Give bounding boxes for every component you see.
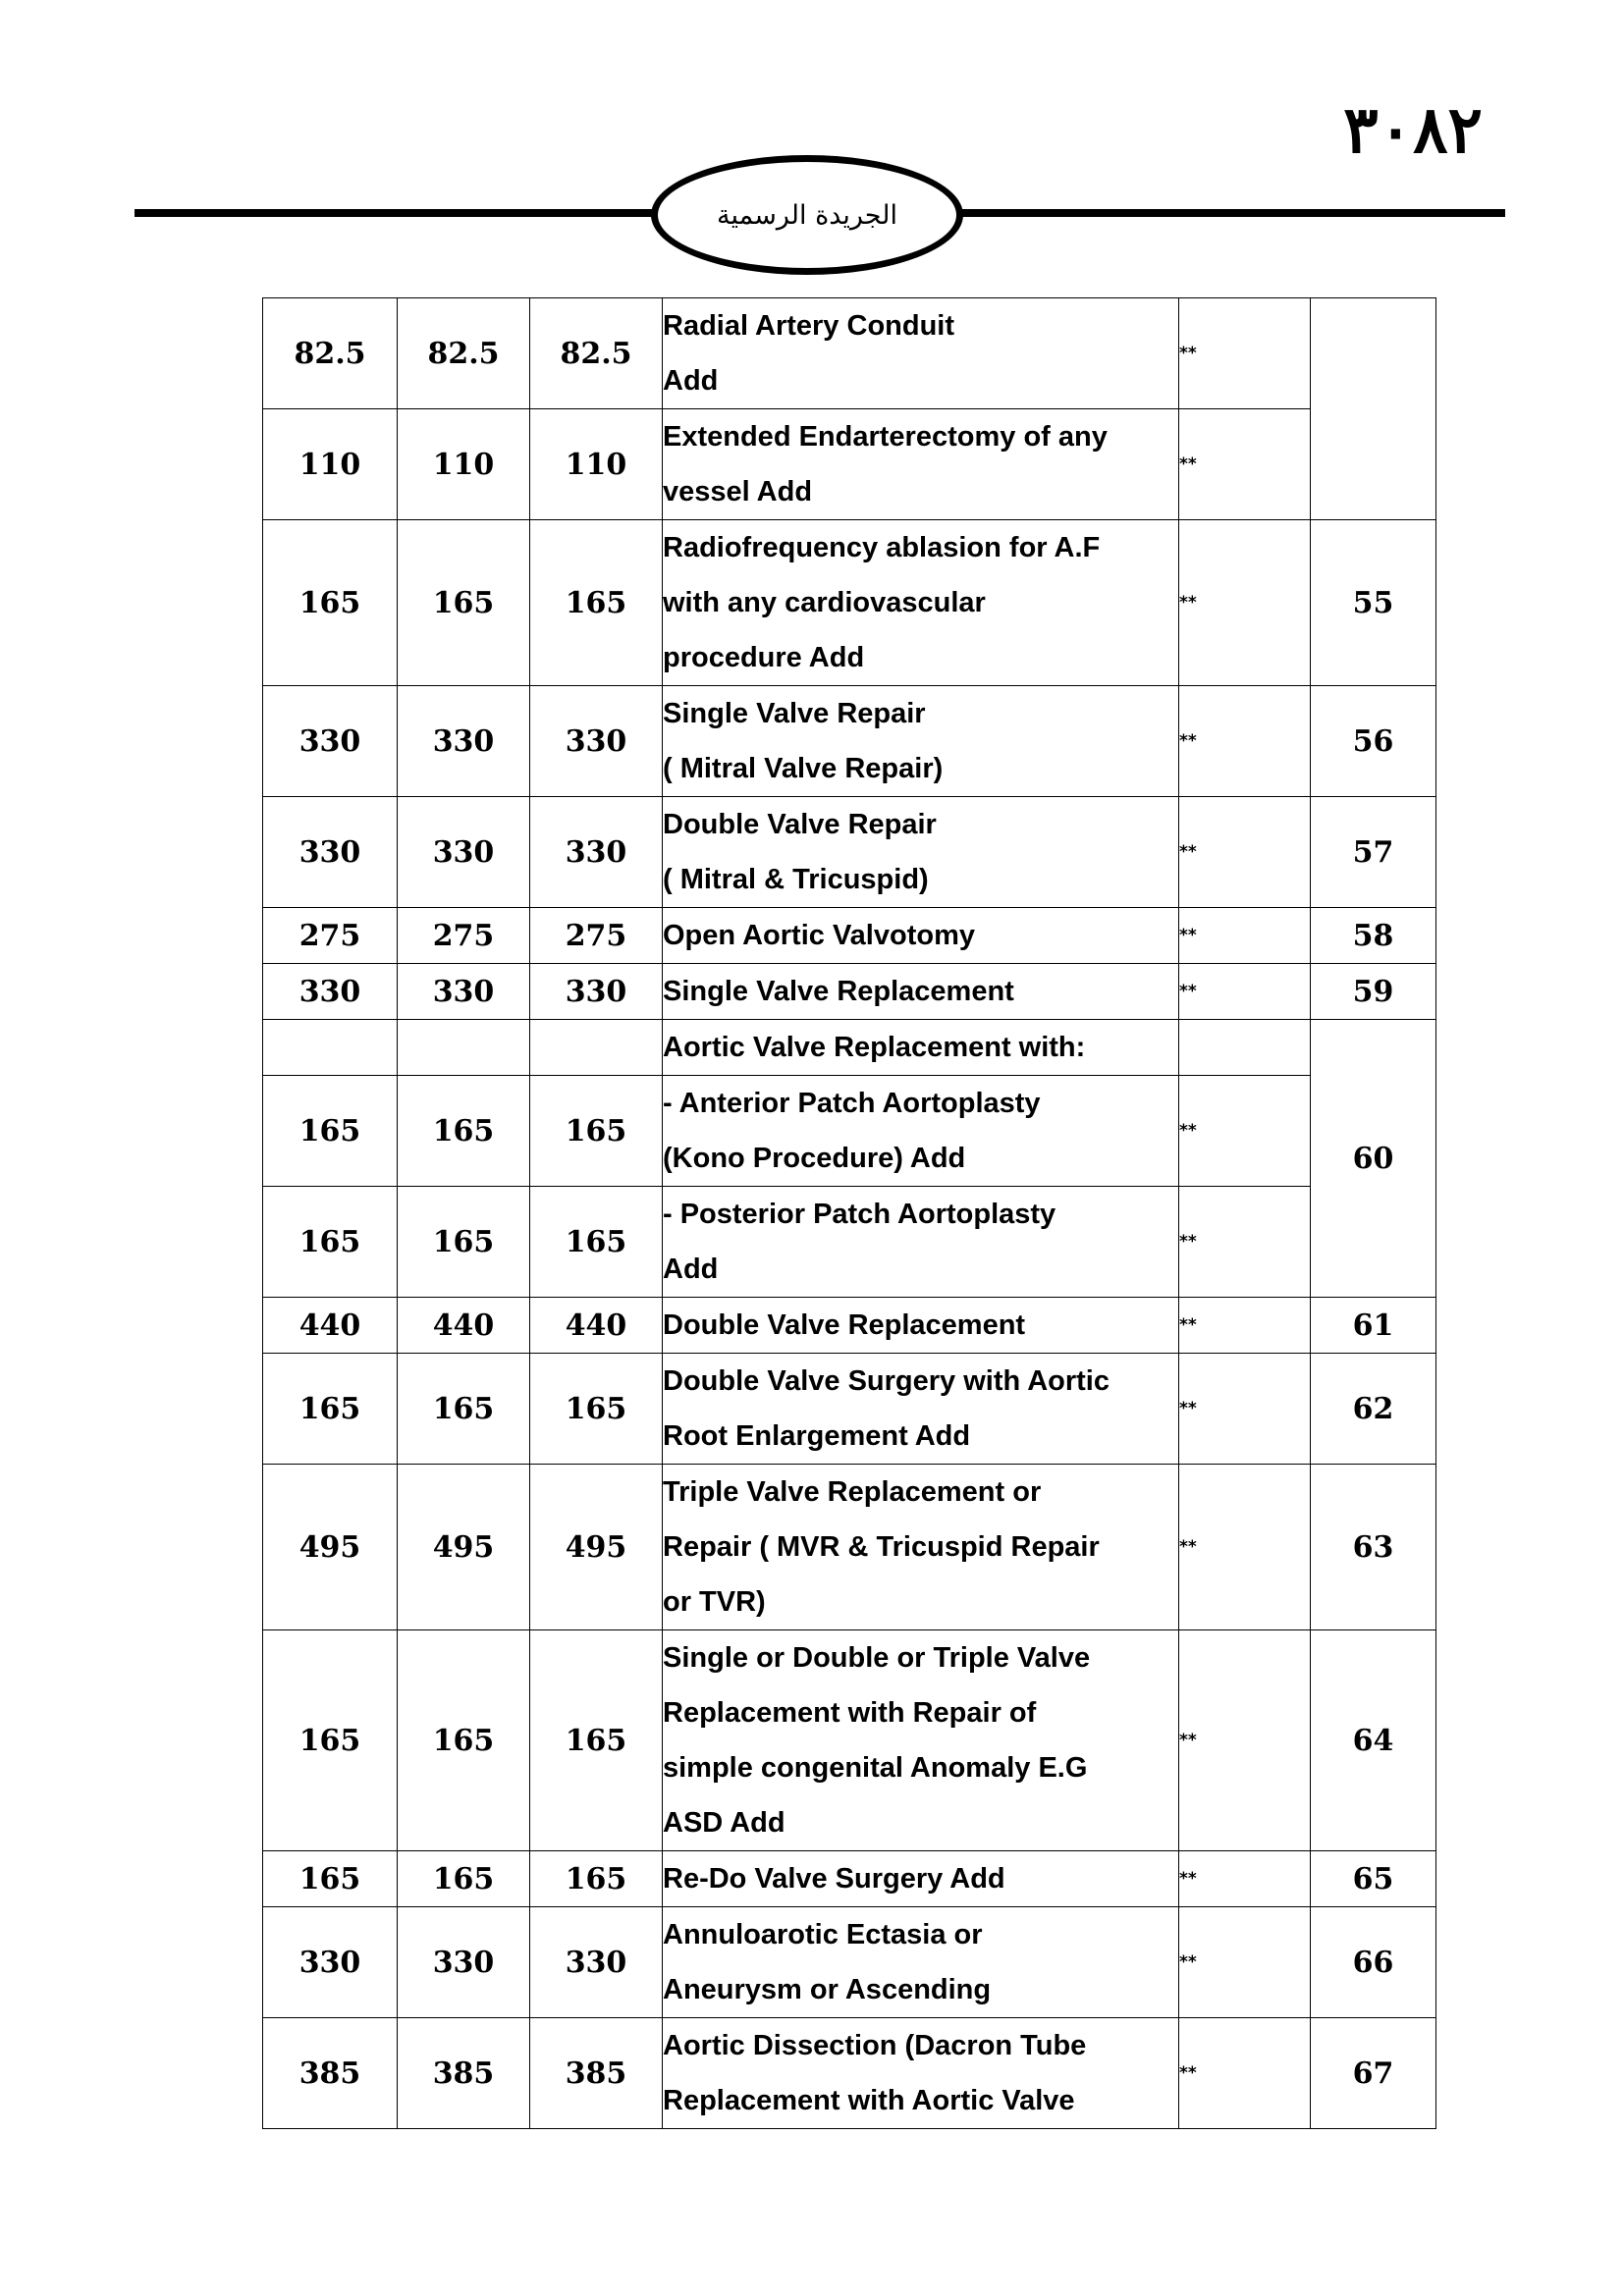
- page-number: ٣٠٨٢: [1343, 91, 1483, 168]
- procedure-code: 58: [1311, 908, 1436, 964]
- fee-table-body: [263, 298, 1436, 2129]
- description-line: Double Valve Surgery with Aortic: [663, 1365, 1110, 1397]
- procedure-description: [663, 1907, 1179, 2018]
- fee-cell-3: 495: [530, 1465, 663, 1630]
- description-line: Single or Double or Triple Valve: [663, 1642, 1091, 1674]
- description-line: - Posterior Patch Aortoplasty: [663, 1199, 1056, 1230]
- procedure-code: 61: [1311, 1298, 1436, 1354]
- description-line: Repair ( MVR & Tricuspid Repair: [663, 1531, 1100, 1563]
- fee-cell-3: 82.5: [530, 298, 663, 409]
- fee-cell-1: 165: [263, 1630, 398, 1851]
- fee-cell-3: 165: [530, 1187, 663, 1298]
- fee-cell-3: 440: [530, 1298, 663, 1354]
- fee-cell-3: 110: [530, 409, 663, 520]
- fee-cell-3: 330: [530, 797, 663, 908]
- fee-cell-1: 330: [263, 1907, 398, 2018]
- description-line: simple congenital Anomaly E.G: [663, 1752, 1088, 1784]
- fee-cell-1: 165: [263, 1076, 398, 1187]
- procedure-code: [1311, 298, 1436, 520]
- procedure-code: 64: [1311, 1630, 1436, 1851]
- fee-cell-3: 275: [530, 908, 663, 964]
- fee-cell-2: 165: [398, 1630, 530, 1851]
- description-line: Extended Endarterectomy of any: [663, 421, 1108, 453]
- fee-cell-2: [398, 1020, 530, 1076]
- procedure-description: [663, 686, 1179, 797]
- description-line: Re-Do Valve Surgery Add: [663, 1863, 1005, 1895]
- fee-cell-1: 440: [263, 1298, 398, 1354]
- table-row: [263, 1076, 1436, 1187]
- fee-cell-1: 165: [263, 1851, 398, 1907]
- fee-cell-3: 165: [530, 1354, 663, 1465]
- table-row: [263, 2018, 1436, 2129]
- description-line: Root Enlargement Add: [663, 1420, 971, 1452]
- fee-cell-1: [263, 1020, 398, 1076]
- fee-cell-1: 385: [263, 2018, 398, 2129]
- fee-cell-1: 330: [263, 964, 398, 1020]
- table-row: [263, 298, 1436, 409]
- table-row: [263, 964, 1436, 1020]
- procedure-code: 57: [1311, 797, 1436, 908]
- table-row: [263, 409, 1436, 520]
- mark-cell: **: [1179, 1354, 1311, 1465]
- description-line: Add: [663, 365, 719, 397]
- procedure-description: [663, 1076, 1179, 1187]
- mark-cell: **: [1179, 908, 1311, 964]
- table-row: [263, 1187, 1436, 1298]
- table-row: [263, 1298, 1436, 1354]
- description-line: Single Valve Replacement: [663, 976, 1014, 1007]
- fee-cell-2: 330: [398, 1907, 530, 2018]
- fee-cell-2: 385: [398, 2018, 530, 2129]
- description-line: Annuloarotic Ectasia or: [663, 1919, 983, 1950]
- fee-cell-3: 165: [530, 1630, 663, 1851]
- fee-cell-2: 110: [398, 409, 530, 520]
- description-line: ASD Add: [663, 1807, 785, 1839]
- fee-cell-2: 165: [398, 1187, 530, 1298]
- description-line: or TVR): [663, 1586, 766, 1618]
- table-row: [263, 908, 1436, 964]
- description-line: ( Mitral & Tricuspid): [663, 864, 929, 895]
- mark-cell: **: [1179, 1076, 1311, 1187]
- procedure-code: 60: [1311, 1020, 1436, 1298]
- table-row: [263, 797, 1436, 908]
- description-line: procedure Add: [663, 642, 865, 673]
- table-row: [263, 1465, 1436, 1630]
- mark-cell: **: [1179, 1630, 1311, 1851]
- procedure-description: [663, 298, 1179, 409]
- fee-cell-2: 440: [398, 1298, 530, 1354]
- description-line: Triple Valve Replacement or: [663, 1476, 1042, 1508]
- procedure-description: [663, 1298, 1179, 1354]
- mark-cell: **: [1179, 964, 1311, 1020]
- table-row: [263, 1630, 1436, 1851]
- mark-cell: **: [1179, 298, 1311, 409]
- mark-cell: **: [1179, 1298, 1311, 1354]
- fee-cell-1: 275: [263, 908, 398, 964]
- mark-cell: [1179, 1020, 1311, 1076]
- procedure-code: 55: [1311, 520, 1436, 686]
- procedure-code: 62: [1311, 1354, 1436, 1465]
- procedure-description: [663, 2018, 1179, 2129]
- fee-cell-1: 82.5: [263, 298, 398, 409]
- fee-cell-1: 330: [263, 686, 398, 797]
- procedure-code: 65: [1311, 1851, 1436, 1907]
- description-line: Add: [663, 1254, 719, 1285]
- fee-cell-2: 165: [398, 1076, 530, 1187]
- procedure-description: [663, 520, 1179, 686]
- fee-cell-2: 165: [398, 520, 530, 686]
- mark-cell: **: [1179, 1907, 1311, 2018]
- description-line: vessel Add: [663, 476, 813, 507]
- fee-cell-1: 495: [263, 1465, 398, 1630]
- mark-cell: **: [1179, 520, 1311, 686]
- procedure-description: [663, 1187, 1179, 1298]
- fee-cell-3: 165: [530, 520, 663, 686]
- fee-cell-2: 495: [398, 1465, 530, 1630]
- description-line: ( Mitral Valve Repair): [663, 753, 944, 784]
- table-row: [263, 1851, 1436, 1907]
- description-line: Open Aortic Valvotomy: [663, 920, 975, 951]
- mark-cell: **: [1179, 686, 1311, 797]
- mark-cell: **: [1179, 797, 1311, 908]
- mark-cell: **: [1179, 1851, 1311, 1907]
- fee-cell-1: 165: [263, 1187, 398, 1298]
- mark-cell: **: [1179, 409, 1311, 520]
- mark-cell: **: [1179, 1465, 1311, 1630]
- procedure-code: 63: [1311, 1465, 1436, 1630]
- fee-cell-2: 82.5: [398, 298, 530, 409]
- procedure-description: [663, 409, 1179, 520]
- procedure-code: 67: [1311, 2018, 1436, 2129]
- description-line: Single Valve Repair: [663, 698, 926, 729]
- description-line: Replacement with Repair of: [663, 1697, 1037, 1729]
- fee-cell-2: 330: [398, 964, 530, 1020]
- description-line: Double Valve Repair: [663, 809, 937, 840]
- description-line: (Kono Procedure) Add: [663, 1143, 966, 1174]
- fee-cell-2: 330: [398, 797, 530, 908]
- procedure-description: [663, 1851, 1179, 1907]
- fee-cell-3: [530, 1020, 663, 1076]
- description-line: Radial Artery Conduit: [663, 310, 955, 342]
- procedure-description: [663, 797, 1179, 908]
- procedure-description: [663, 1354, 1179, 1465]
- procedure-code: 59: [1311, 964, 1436, 1020]
- fee-cell-3: 330: [530, 1907, 663, 2018]
- fee-cell-2: 275: [398, 908, 530, 964]
- procedure-code: 56: [1311, 686, 1436, 797]
- table-row: [263, 1354, 1436, 1465]
- procedure-code: 66: [1311, 1907, 1436, 2018]
- fee-cell-3: 330: [530, 686, 663, 797]
- fee-cell-3: 165: [530, 1851, 663, 1907]
- description-line: Double Valve Replacement: [663, 1309, 1026, 1341]
- fee-cell-3: 330: [530, 964, 663, 1020]
- fee-cell-1: 330: [263, 797, 398, 908]
- procedure-description: [663, 1630, 1179, 1851]
- fee-cell-3: 385: [530, 2018, 663, 2129]
- table-row: [263, 1907, 1436, 2018]
- mark-cell: **: [1179, 2018, 1311, 2129]
- mark-cell: **: [1179, 1187, 1311, 1298]
- description-line: - Anterior Patch Aortoplasty: [663, 1088, 1041, 1119]
- description-line: with any cardiovascular: [663, 587, 986, 618]
- table-row: [263, 686, 1436, 797]
- fee-cell-2: 330: [398, 686, 530, 797]
- fee-cell-1: 110: [263, 409, 398, 520]
- header-title: الجريدة الرسمية: [717, 199, 897, 231]
- table-row: [263, 520, 1436, 686]
- procedure-description: [663, 1020, 1179, 1076]
- procedure-description: [663, 964, 1179, 1020]
- fee-cell-3: 165: [530, 1076, 663, 1187]
- fee-cell-1: 165: [263, 1354, 398, 1465]
- description-line: Replacement with Aortic Valve: [663, 2085, 1075, 2116]
- description-line: Radiofrequency ablasion for A.F: [663, 532, 1101, 563]
- procedure-description: [663, 1465, 1179, 1630]
- fee-table: [262, 297, 1436, 2129]
- header-oval: [651, 155, 963, 275]
- fee-cell-2: 165: [398, 1354, 530, 1465]
- procedure-description: [663, 908, 1179, 964]
- fee-cell-2: 165: [398, 1851, 530, 1907]
- description-line: Aortic Valve Replacement with:: [663, 1032, 1086, 1063]
- description-line: Aneurysm or Ascending: [663, 1974, 992, 2005]
- table-row: [263, 1020, 1436, 1076]
- description-line: Aortic Dissection (Dacron Tube: [663, 2030, 1087, 2061]
- fee-cell-1: 165: [263, 520, 398, 686]
